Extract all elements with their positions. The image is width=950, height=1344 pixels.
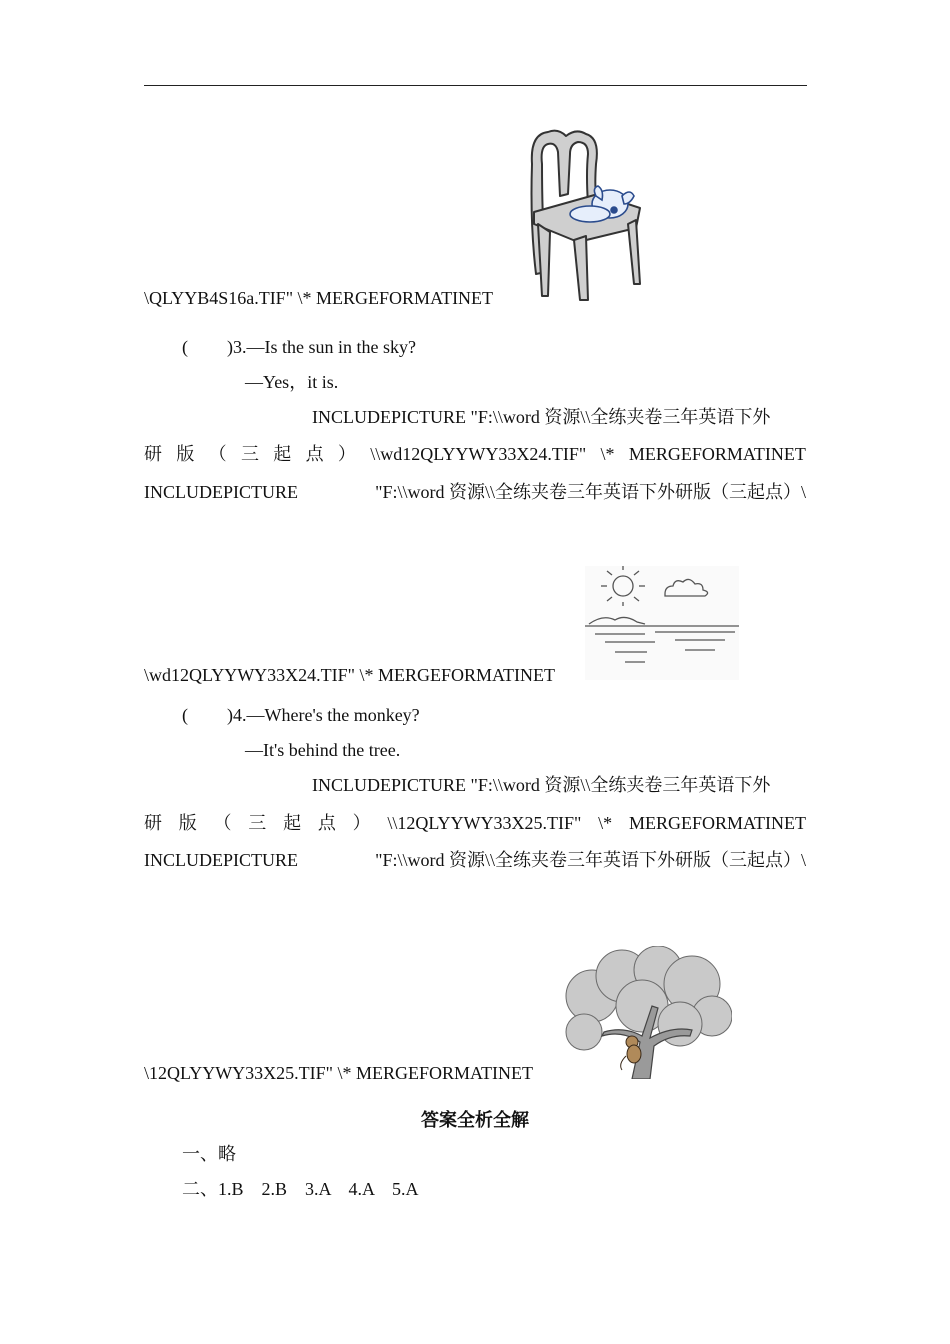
field-token: MERGEFORMATINET <box>628 813 806 833</box>
answer-4: —It's behind the tree. <box>245 740 401 760</box>
tree-monkey-illustration <box>562 946 732 1079</box>
field-token: 起 <box>283 813 302 833</box>
field-token: MERGEFORMATINET <box>628 444 806 464</box>
field-token: 点 <box>317 813 336 833</box>
field-token: \* <box>598 813 613 833</box>
field-token: ） <box>352 813 371 833</box>
answer-section-title: 答案全析全解 <box>421 1110 529 1130</box>
field-token: （ <box>208 444 227 464</box>
field-token: INCLUDEPICTURE <box>144 850 298 870</box>
question-3: )3.—Is the sun in the sky? <box>227 337 416 357</box>
answer-3: —Yes，it is. <box>245 372 339 392</box>
include-field-text: \wd12QLYYWY33X24.TIF" \* MERGEFORMATINET <box>144 665 556 685</box>
chair-dog-illustration <box>518 124 650 304</box>
field-token: "F:\\word 资源\\全练夹卷三年英语下外研版（三起点）\ <box>375 850 806 870</box>
field-token: \* <box>600 444 615 464</box>
field-token: 研 <box>144 444 162 464</box>
include-field-text: \12QLYYWY33X25.TIF" \* MERGEFORMATINET <box>144 1063 534 1083</box>
field-token: \\12QLYYWY33X25.TIF" <box>387 813 582 833</box>
answer-paren-3: ( <box>182 337 188 357</box>
field-token: INCLUDEPICTURE <box>144 482 298 502</box>
field-token: 版 <box>176 444 195 464</box>
include-field-row <box>144 849 806 871</box>
include-field-row <box>144 812 806 834</box>
field-token: \\wd12QLYYWY33X24.TIF" <box>370 444 587 464</box>
sun-sea-illustration <box>585 566 739 680</box>
field-token: （ <box>213 813 232 833</box>
include-field-row <box>144 481 806 503</box>
field-token: 点 <box>305 444 324 464</box>
answer-part-2: 二、1.B 2.B 3.A 4.A 5.A <box>182 1179 419 1199</box>
include-field-text: \QLYYB4S16a.TIF" \* MERGEFORMATINET <box>144 288 494 308</box>
answer-paren-4: ( <box>182 705 188 725</box>
include-field-text: INCLUDEPICTURE "F:\\word 资源\\全练夹卷三年英语下外 <box>312 775 771 795</box>
field-token: 三 <box>240 444 259 464</box>
field-token: ） <box>337 444 356 464</box>
question-4: )4.—Where's the monkey? <box>227 705 420 725</box>
field-token: 研 <box>144 813 162 833</box>
answer-part-1: 一、略 <box>182 1144 236 1164</box>
include-field-row <box>144 443 806 465</box>
field-token: 起 <box>273 444 292 464</box>
field-token: 三 <box>248 813 267 833</box>
field-token: 版 <box>178 813 197 833</box>
header-rule <box>144 85 807 86</box>
field-token: "F:\\word 资源\\全练夹卷三年英语下外研版（三起点）\ <box>375 482 806 502</box>
include-field-text: INCLUDEPICTURE "F:\\word 资源\\全练夹卷三年英语下外 <box>312 407 771 427</box>
